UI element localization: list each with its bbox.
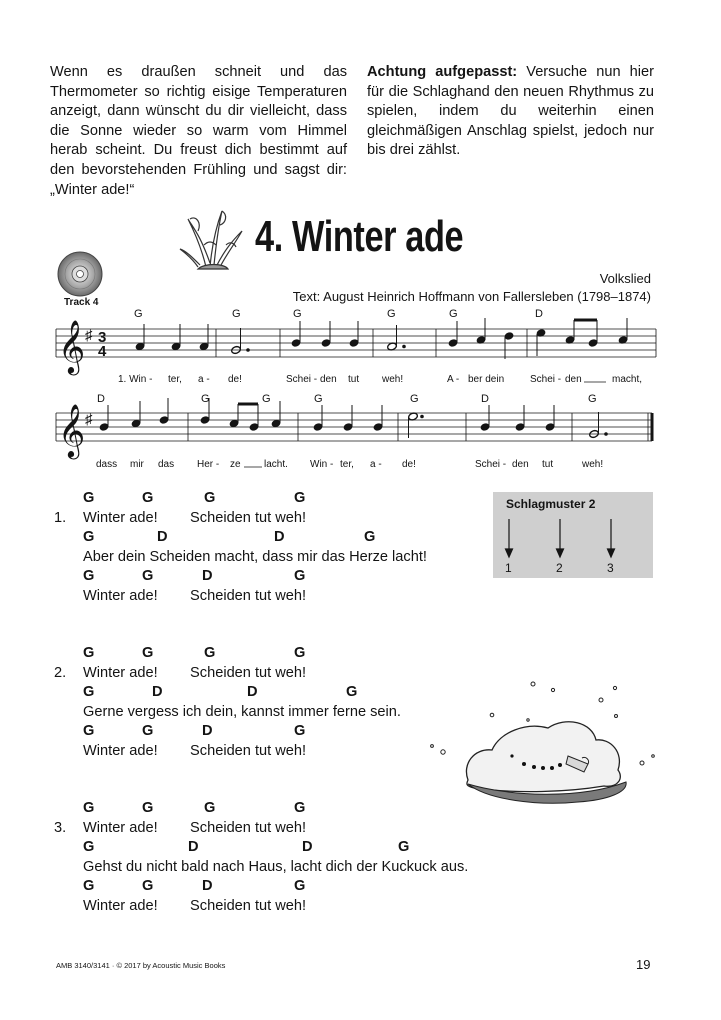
cd-icon	[55, 250, 105, 298]
chord: G	[294, 645, 306, 661]
lyric-syllable: Win -	[310, 459, 334, 470]
lyric-syllable: den	[320, 374, 337, 385]
track-label: Track 4	[64, 297, 99, 308]
melting-snowman-illustration	[428, 660, 668, 810]
verse-number: 3.	[54, 820, 67, 836]
page-number: 19	[636, 957, 651, 972]
key-signature-sharp: ♯	[85, 327, 93, 344]
footer-copyright: AMB 3140/3141 · © 2017 by Acoustic Music Books	[56, 961, 226, 970]
song-credit: Text: August Heinrich Hoffmann von Fallersleben (1798–1874)	[292, 289, 651, 304]
lyric-syllable: Schei -	[475, 459, 507, 470]
chord: D	[157, 529, 168, 545]
verse-text-line: Winter ade! Scheiden tut weh!	[83, 510, 307, 526]
frozen-plant-illustration	[176, 205, 248, 275]
beat-number: 2	[556, 561, 563, 575]
chord: G	[142, 800, 154, 816]
intro-right-text: Versuche nun hier für die Schlaghand den neuen Rhythmus zu spielen, indem du weiterhin einen gleichmäßigen Anschlag spielst, jedoch nur bis drei zählst.	[367, 64, 654, 159]
chord: G	[204, 490, 216, 506]
lyric-syllable: ber dein	[468, 374, 505, 385]
verse-text-line: Winter ade! Scheiden tut weh!	[83, 898, 307, 914]
lyric-syllable: Her -	[197, 459, 220, 470]
snow-pile	[466, 722, 620, 792]
intro-left-text: Wenn es draußen schneit und das Thermometer so richtig eisige Temperaturen anzeigt, dann wünscht du dir vielleicht, dass die Sonne wieder so warm vom Himmel herab scheint. Du freust dich bestimmt auf den bevorstehenden Frühling und sagst dir: „Winter ade!“	[50, 64, 347, 198]
row1-chord: G	[449, 308, 458, 320]
beat-number: 1	[505, 561, 512, 575]
chord: G	[204, 800, 216, 816]
row2-chord: D	[481, 393, 489, 405]
lyric-syllable: mir	[130, 459, 144, 470]
verse-text-line: Winter ade! Scheiden tut weh!	[83, 743, 307, 759]
chord: G	[204, 645, 216, 661]
row2-chord: D	[97, 393, 105, 405]
chord: D	[202, 723, 213, 739]
lyric-syllable: dass	[96, 459, 118, 470]
verse-number: 2.	[54, 665, 67, 681]
verse-text-line: Gerne vergess ich dein, kannst immer ferne sein.	[83, 704, 401, 720]
chord: G	[294, 490, 306, 506]
song-origin: Volkslied	[599, 271, 651, 286]
lyric-syllable: Schei -	[286, 374, 318, 385]
chord: D	[202, 878, 213, 894]
chord: G	[83, 684, 95, 700]
chord: G	[364, 529, 376, 545]
time-signature-top: 3	[98, 329, 107, 346]
chord: G	[294, 723, 306, 739]
intro-paragraph-left	[50, 63, 347, 200]
beat-number: 3	[607, 561, 614, 575]
verse-text-line: Winter ade! Scheiden tut weh!	[83, 588, 307, 604]
lyric-syllable: de!	[228, 374, 242, 385]
chord: G	[398, 839, 410, 855]
lyric-syllable: de!	[402, 459, 416, 470]
row1-chord: G	[293, 308, 302, 320]
verse-text-line: Winter ade! Scheiden tut weh!	[83, 820, 307, 836]
sheet-music	[0, 300, 721, 480]
lyric-syllable: ter,	[340, 459, 354, 470]
lyric-syllable: ze	[230, 459, 241, 470]
lyric-syllable: weh!	[382, 374, 404, 385]
verse-number: 1.	[54, 510, 67, 526]
chord: G	[83, 568, 95, 584]
chord: G	[83, 490, 95, 506]
lyric-syllable: a -	[370, 459, 382, 470]
chord: G	[83, 645, 95, 661]
chord: G	[142, 723, 154, 739]
song-title: 4. Winter ade	[255, 212, 464, 261]
down-arrow-icon	[608, 549, 615, 557]
lyric-syllable: a -	[198, 374, 210, 385]
strumming-arrows	[493, 515, 653, 565]
chord: G	[83, 839, 95, 855]
lyric-syllable: 1. Win -	[118, 374, 153, 385]
treble-clef-icon: 𝄞	[58, 319, 86, 373]
lyric-syllable: Schei -	[530, 374, 562, 385]
chord: G	[142, 490, 154, 506]
chord: G	[294, 800, 306, 816]
lyric-syllable: ter,	[168, 374, 182, 385]
chord: G	[294, 568, 306, 584]
row1-chord: G	[134, 308, 143, 320]
verse-text-line: Gehst du nicht bald nach Haus, lacht dich der Kuckuck aus.	[83, 859, 469, 875]
lyric-syllable: tut	[348, 374, 360, 385]
staff-row2	[56, 413, 652, 441]
chord: D	[302, 839, 313, 855]
row2-chord: G	[410, 393, 419, 405]
row2-chord: G	[588, 393, 597, 405]
row2-chord: G	[314, 393, 323, 405]
row1-chord: G	[232, 308, 241, 320]
chord: D	[202, 568, 213, 584]
chord: G	[294, 878, 306, 894]
chord: D	[247, 684, 258, 700]
intro-paragraph-right	[367, 63, 654, 161]
lyric-syllable: den	[512, 459, 529, 470]
chord: G	[346, 684, 358, 700]
down-arrow-icon	[506, 549, 513, 557]
intro-right-heading: Achtung aufgepasst:	[367, 64, 518, 80]
chord: G	[83, 529, 95, 545]
lyric-syllable: A -	[447, 374, 460, 385]
chord: G	[142, 878, 154, 894]
chord: D	[152, 684, 163, 700]
row1-chord: D	[535, 308, 543, 320]
chord: G	[83, 878, 95, 894]
lyric-syllable: das	[158, 459, 175, 470]
chord: G	[83, 800, 95, 816]
chord: D	[188, 839, 199, 855]
lyric-syllable: lacht.	[264, 459, 288, 470]
chord: G	[142, 568, 154, 584]
verse-text-line: Aber dein Scheiden macht, dass mir das Herze lacht!	[83, 549, 427, 565]
verse-text-line: Winter ade! Scheiden tut weh!	[83, 665, 307, 681]
chord: D	[274, 529, 285, 545]
row2-chord: G	[201, 393, 210, 405]
down-arrow-icon	[557, 549, 564, 557]
strumming-pattern-title: Schlagmuster 2	[506, 497, 596, 511]
key-signature-sharp: ♯	[85, 411, 93, 428]
chord: G	[142, 645, 154, 661]
row2-chord: G	[262, 393, 271, 405]
chord: G	[83, 723, 95, 739]
row1-chord: G	[387, 308, 396, 320]
lyric-syllable: tut	[542, 459, 554, 470]
lyric-syllable: macht,	[612, 374, 643, 385]
time-signature-bottom: 4	[98, 343, 107, 360]
treble-clef-icon: 𝄞	[58, 403, 86, 457]
lyric-syllable: den	[565, 374, 582, 385]
lyric-syllable: weh!	[582, 459, 604, 470]
